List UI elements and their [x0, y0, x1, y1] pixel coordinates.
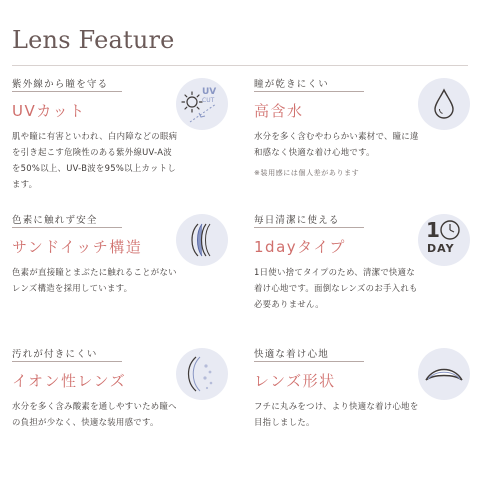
feature-subtitle: 瞳が乾きにくい [254, 79, 329, 90]
feature-subtitle: 汚れが付きにくい [12, 349, 98, 360]
uv-label: UV [202, 87, 217, 97]
feature-one-day [248, 212, 476, 334]
page-title: Lens Feature [12, 26, 175, 54]
feature-uv-cut [6, 76, 234, 198]
one-day-clock-icon [418, 214, 470, 266]
feature-sandwich [6, 212, 234, 334]
feature-heading: イオン性レンズ [12, 372, 127, 390]
cut-label: CUT [202, 97, 215, 104]
one-label: 1 [426, 218, 440, 242]
subtitle-underline [254, 361, 364, 362]
title-divider [12, 65, 468, 66]
ionic-lens-icon [176, 348, 228, 400]
subtitle-underline [12, 361, 122, 362]
day-label: DAY [427, 242, 455, 255]
water-drop-icon [418, 78, 470, 130]
subtitle-underline [254, 91, 364, 92]
feature-subtitle: 快適な着け心地 [254, 349, 329, 360]
feature-heading: 高含水 [254, 102, 304, 120]
feature-description: 1日使い捨てタイプのため、清潔で快適な着け心地です。面倒なレンズのお手入れも必要ありません。 [254, 267, 418, 309]
subtitle-underline [254, 227, 364, 228]
feature-heading: 1dayタイプ [254, 238, 346, 256]
feature-subtitle: 色素に触れず安全 [12, 215, 98, 226]
feature-subtitle: 紫外線から瞳を守る [12, 79, 109, 90]
feature-description: 肌や瞳に有害といわれ、白内障などの眼病を引き起こす危険性のある紫外線UV-A波を50%以上、UV-B波を95%以上カットします。 [12, 131, 178, 189]
feature-description: 水分を多く含み酸素を通しやすいため瞳への負担が少なく、快適な装用感です。 [12, 401, 177, 427]
feature-ionic-lens [6, 346, 234, 468]
lens-sandwich-icon [176, 214, 228, 266]
feature-note: ※装用感には個人差があります [254, 169, 360, 177]
feature-description: 水分を多く含むやわらかい素材で、瞳に違和感なく快適な着け心地です。 [254, 131, 419, 157]
uv-cut-icon [176, 78, 228, 130]
feature-heading: レンズ形状 [254, 372, 336, 390]
feature-high-water [248, 76, 476, 198]
subtitle-underline [12, 227, 122, 228]
feature-description: 色素が直接瞳とまぶたに触れることがないレンズ構造を採用しています。 [12, 267, 177, 293]
feature-lens-shape [248, 346, 476, 468]
feature-description: フチに丸みをつけ、より快適な着け心地を目指しました。 [254, 401, 419, 427]
lens-shape-icon [418, 348, 470, 400]
subtitle-underline [12, 91, 122, 92]
feature-heading: サンドイッチ構造 [12, 238, 143, 256]
feature-subtitle: 毎日清潔に使える [254, 215, 340, 226]
feature-heading: UVカット [12, 102, 86, 120]
